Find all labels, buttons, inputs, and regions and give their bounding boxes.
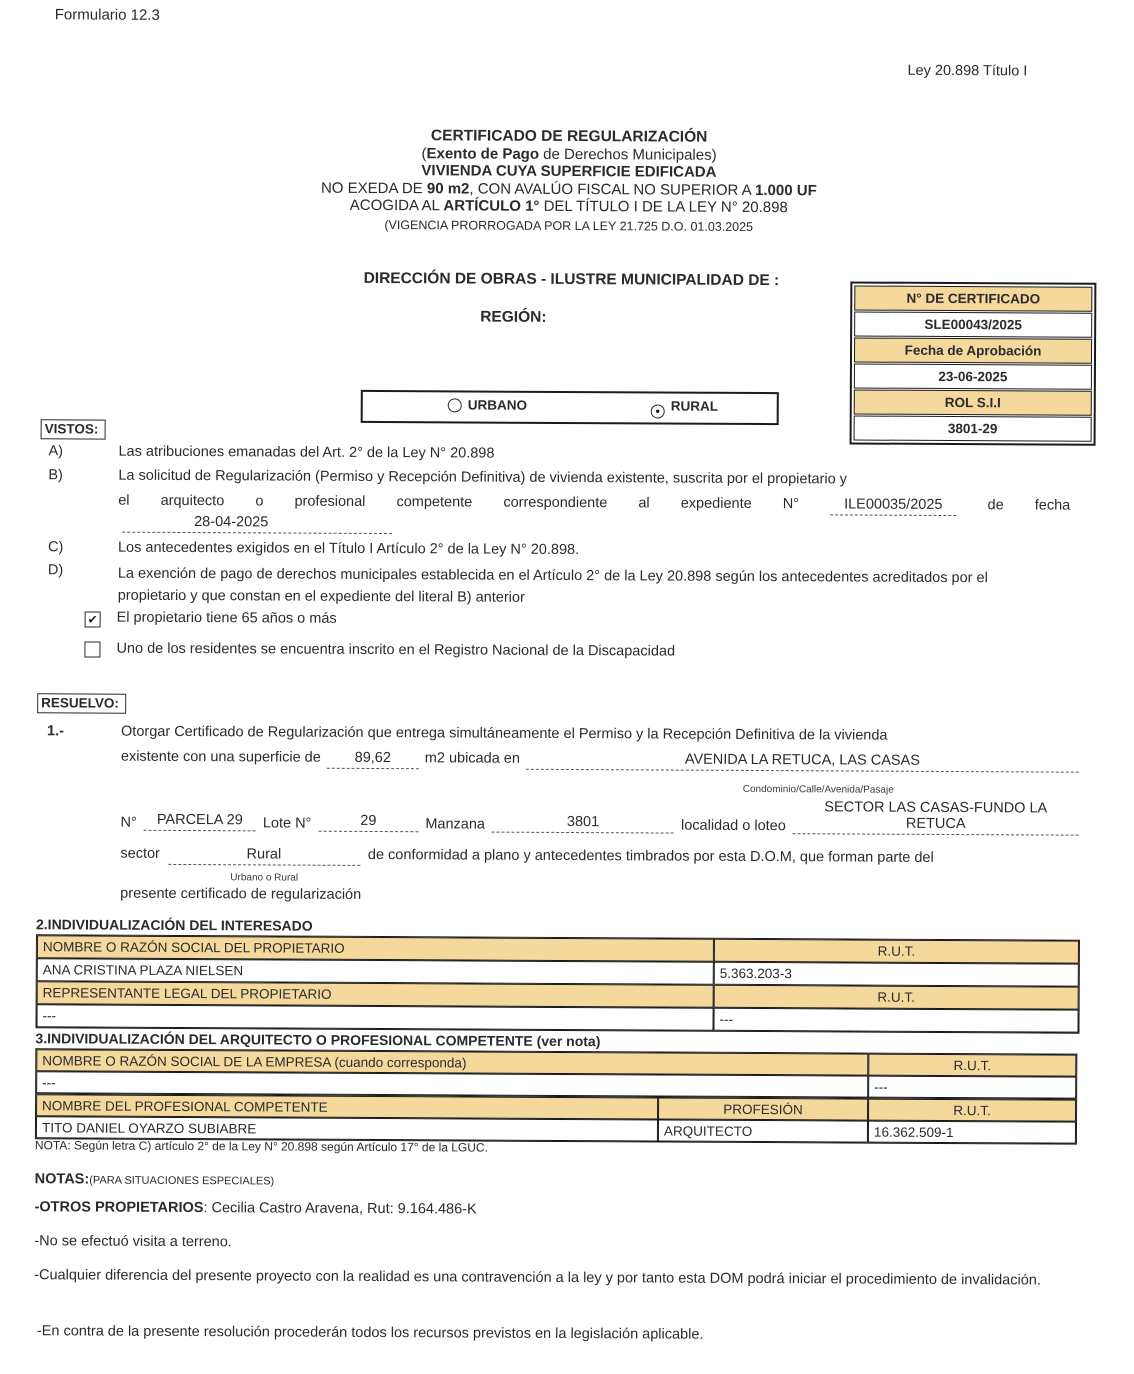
radio-rural[interactable] xyxy=(651,398,718,418)
sector-caption: Urbano o Rural xyxy=(230,872,299,884)
rol-sii-value: 3801-29 xyxy=(854,415,1092,441)
empresa-header: NOMBRE O RAZÓN SOCIAL DE LA EMPRESA (cuando corresponda) xyxy=(36,1049,868,1075)
representative-rut-value: --- xyxy=(713,1008,1078,1033)
owner-rut-value: 5.363.203-3 xyxy=(714,962,1079,987)
expediente-field[interactable]: ILE00035/2025 xyxy=(830,496,956,516)
item-b-key: B) xyxy=(48,467,63,484)
profesional-table xyxy=(35,1048,1077,1144)
parcela-row: N° PARCELA 29 Lote N° 29 Manzana 3801 localidad o loteo SECTOR LAS CASAS-FUNDO LA RETUCA xyxy=(121,796,1079,836)
parcela-field[interactable]: PARCELA 29 xyxy=(144,812,256,832)
loteo-value: RETUCA xyxy=(793,815,1079,835)
form-number: Formulario 12.3 xyxy=(54,6,160,24)
professional-rut-value: 16.362.509-1 xyxy=(868,1121,1076,1144)
interesado-heading: 2.INDIVIDUALIZACIÓN DEL INTERESADO xyxy=(35,916,313,934)
empresa-rut-header: R.U.T. xyxy=(868,1054,1076,1077)
professional-rut-header: R.U.T. xyxy=(868,1099,1076,1122)
approval-date-value: 23-06-2025 xyxy=(854,364,1092,390)
item-c-key: C) xyxy=(47,539,64,556)
title-line-2: (Exento de Pago de Derechos Municipales) xyxy=(421,144,717,164)
representative-name-value: --- xyxy=(36,1004,713,1031)
item-b-line2: el arquitecto o profesional competente correspondiente al expediente N° ILE00035/2025 de fecha xyxy=(118,493,1070,514)
owner-rut-header: R.U.T. xyxy=(714,939,1079,964)
professional-name-value: TITO DANIEL OYARZO SUBIABRE xyxy=(36,1116,658,1141)
title-line-1: CERTIFICADO DE REGULARIZACIÓN xyxy=(430,127,708,146)
nota-recursos: -En contra de la presente resolución procederán todos los recursos previstos en la legislación aplicable. xyxy=(36,1323,704,1343)
manzana-field[interactable]: 3801 xyxy=(492,814,674,834)
empresa-name-value: --- xyxy=(36,1071,868,1097)
item-a-key: A) xyxy=(48,443,64,460)
loteo-field[interactable] xyxy=(793,799,1079,835)
checkbox-disability-registry[interactable] xyxy=(84,641,100,662)
interesado-table xyxy=(35,934,1079,1033)
profession-header: PROFESIÓN xyxy=(658,1097,868,1120)
professional-name-header: NOMBRE DEL PROFESIONAL COMPETENTE xyxy=(36,1094,658,1119)
radio-urbano-icon[interactable] xyxy=(448,398,462,412)
profession-value: ARQUITECTO xyxy=(658,1119,868,1142)
item-d-text: La exención de pago de derechos municipales establecida en el Artículo 2° de la Ley 20.898 según los antecedentes acreditados por el propietario y que constan en el expediente del literal B) anterior xyxy=(117,565,988,606)
certificate-number-value: SLE00043/2025 xyxy=(854,312,1092,338)
zone-selector xyxy=(361,390,779,425)
resuelvo-section-label: RESUELVO: xyxy=(37,693,126,713)
checkbox-owner-65-label: El propietario tiene 65 años o más xyxy=(116,609,337,627)
radio-rural-label: RURAL xyxy=(670,398,719,414)
resuelvo-item-number: 1.- xyxy=(46,723,65,740)
dom-header: DIRECCIÓN DE OBRAS - ILUSTRE MUNICIPALIDAD DE : xyxy=(363,269,780,290)
owner-name-header: NOMBRE O RAZÓN SOCIAL DEL PROPIETARIO xyxy=(37,935,714,962)
nota-diferencia: -Cualquier diferencia del presente proyecto con la realidad es una contravención a la ley y por tanto esta DOM podrá iniciar el procedimiento de invalidación. xyxy=(34,1267,1041,1289)
title-line-4: NO EXEDA DE 90 m2, CON AVALÚO FISCAL NO SUPERIOR A 1.000 UF xyxy=(320,179,817,199)
fecha-solicitud-field[interactable]: 28-04-2025 xyxy=(122,514,392,534)
resuelvo-line4: presente certificado de regularización xyxy=(120,885,362,903)
checkbox-disability-registry-label: Uno de los residentes se encuentra inscrito en el Registro Nacional de la Discapacidad xyxy=(116,640,676,660)
rol-sii-header: ROL S.I.I xyxy=(854,389,1092,415)
title-line-5: ACOGIDA AL ARTÍCULO 1° DEL TÍTULO I DE LA LEY N° 20.898 xyxy=(349,196,788,217)
lote-field[interactable]: 29 xyxy=(318,813,418,833)
approval-date-header: Fecha de Aprobación xyxy=(854,338,1092,364)
radio-urbano-label: URBANO xyxy=(467,397,528,413)
checkbox-owner-65[interactable] xyxy=(85,610,101,628)
notas-heading: NOTAS:(PARA SITUACIONES ESPECIALES) xyxy=(34,1171,275,1188)
item-d-key: D) xyxy=(47,562,64,579)
notas-heading-sub: (PARA SITUACIONES ESPECIALES) xyxy=(89,1174,275,1188)
direccion-field[interactable]: AVENIDA LA RETUCA, LAS CASAS xyxy=(526,751,1079,773)
law-reference: Ley 20.898 Título I xyxy=(907,62,1028,80)
item-a-text: Las atribuciones emanadas del Art. 2° de la Ley N° 20.898 xyxy=(118,443,495,462)
direccion-caption: Condominio/Calle/Avenida/Pasaje xyxy=(742,783,894,796)
owner-name-value: ANA CRISTINA PLAZA NIELSEN xyxy=(37,958,714,985)
superficie-field[interactable]: 89,62 xyxy=(327,750,419,769)
sector-field[interactable]: Rural xyxy=(168,846,360,866)
empresa-rut-value: --- xyxy=(868,1076,1076,1099)
certificate-box xyxy=(850,281,1097,445)
certificate-number-header: N° DE CERTIFICADO xyxy=(854,286,1092,312)
radio-rural-icon[interactable]: ● xyxy=(651,404,665,418)
loteo-overflow-line: SECTOR LAS CASAS-FUNDO LA xyxy=(824,799,1048,817)
nota-visita: -No se efectuó visita a terreno. xyxy=(34,1233,232,1251)
sector-row: sector Rural de conformidad a plano y antecedentes timbrados por esta D.O.M, que forman parte del xyxy=(120,845,934,866)
item-b-line1: La solicitud de Regularización (Permiso y Recepción Definitiva) de vivienda existente, suscrita por el propietario y xyxy=(118,467,847,488)
item-c-text: Los antecedentes exigidos en el Título I Artículo 2° de la Ley N° 20.898. xyxy=(117,539,580,559)
region-label: REGIÓN: xyxy=(480,308,547,326)
vistos-section-label: VISTOS: xyxy=(41,419,106,439)
resuelvo-line1: Otorgar Certificado de Regularización que entrega simultáneamente el Permiso y la Recepción Definitiva de la vivienda xyxy=(120,723,888,744)
table-footnote: NOTA: Según letra C) artículo 2° de la Ley N° 20.898 según Artículo 17° de la LGUC. xyxy=(34,1138,488,1155)
representative-header: REPRESENTANTE LEGAL DEL PROPIETARIO xyxy=(37,981,714,1008)
nota-otros-propietarios: -OTROS PROPIETARIOS: Cecilia Castro Aravena, Rut: 9.164.486-K xyxy=(34,1199,477,1218)
checkbox-disability-registry-icon[interactable] xyxy=(84,641,100,657)
title-block xyxy=(2,125,1134,238)
title-line-6: (VIGENCIA PRORROGADA POR LA LEY 21.725 D.O. 01.03.2025 xyxy=(384,217,754,234)
representative-rut-header: R.U.T. xyxy=(714,985,1079,1010)
resuelvo-line2: existente con una superficie de 89,62 m2 ubicada en AVENIDA LA RETUCA, LAS CASAS xyxy=(121,749,1079,773)
title-line-3: VIVIENDA CUYA SUPERFICIE EDIFICADA xyxy=(421,162,717,181)
checkbox-owner-65-icon[interactable]: ✔ xyxy=(85,611,101,627)
radio-urbano[interactable] xyxy=(448,397,527,415)
profesional-heading: 3.INDIVIDUALIZACIÓN DEL ARQUITECTO O PROFESIONAL COMPETENTE (ver nota) xyxy=(35,1030,601,1050)
